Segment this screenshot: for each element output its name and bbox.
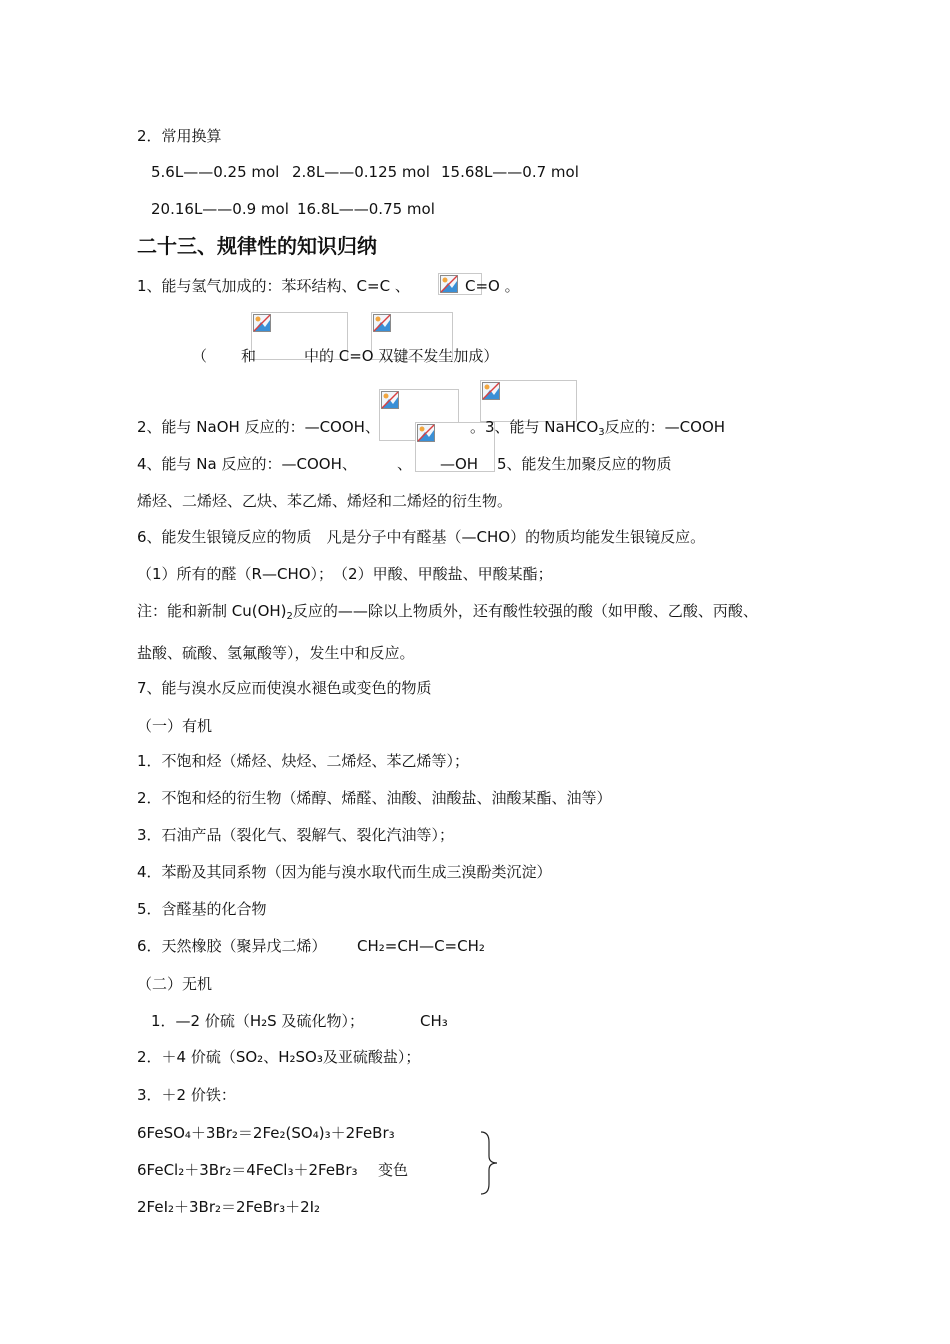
broken-image-placeholder: [480, 380, 577, 422]
broken-image-icon: [373, 314, 391, 332]
rule-5-text: 5、能发生加聚反应的物质: [497, 455, 672, 473]
inorganic-heading: （二）无机: [137, 975, 213, 993]
methyl-label: CH₃: [420, 1012, 448, 1030]
conversion-3: 15.68L——0.7 mol: [441, 163, 579, 181]
broken-image-icon: [417, 424, 435, 442]
organic-item-5: 5．含醛基的化合物: [137, 900, 267, 918]
rule-6-items: （1）所有的醛（R—CHO）； （2）甲酸、甲酸盐、甲酸某酯；: [137, 565, 553, 583]
conversion-2: 2.8L——0.125 mol: [292, 163, 430, 181]
inorganic-item-3: 3．＋2 价铁：: [137, 1086, 236, 1104]
rule-4-sep: 、: [397, 455, 413, 473]
organic-item-4: 4．苯酚及其同系物（因为能与溴水取代而生成三溴酚类沉淀）: [137, 863, 552, 881]
rule-5-list: 烯烃、二烯烃、乙炔、苯乙烯、烯烃和二烯烃的衍生物。: [137, 492, 513, 510]
conversion-5: 16.8L——0.75 mol: [297, 200, 435, 218]
broken-image-icon: [482, 382, 500, 400]
rule-4-text: 4、能与 Na 反应的：—COOH、: [137, 455, 357, 473]
conversion-4: 20.16L——0.9 mol: [151, 200, 289, 218]
item-common-conversion: 2．常用换算: [137, 127, 222, 145]
organic-heading: （一）有机: [137, 717, 213, 735]
isoprene-formula: CH₂=CH—C=CH₂: [357, 937, 485, 955]
rule-1-text: 1、能与氢气加成的：苯环结构、C=C 、: [137, 277, 410, 295]
inorganic-item-1: 1．—2 价硫（H₂S 及硫化物）；: [151, 1012, 364, 1030]
note-open-paren: （: [192, 347, 208, 365]
rule-2-text: 2、能与 NaOH 反应的：—COOH、: [137, 418, 380, 436]
inorganic-item-2: 2．＋4 价硫（SO₂、H₂SO₃及亚硫酸盐）；: [137, 1048, 421, 1066]
organic-item-3: 3．石油产品（裂化气、裂解气、裂化汽油等）；: [137, 826, 455, 844]
broken-image-icon: [381, 391, 399, 409]
equation-2: 6FeCl₂＋3Br₂＝4FeCl₃＋2FeBr₃: [137, 1161, 358, 1179]
rule-6-note: 注：能和新制 $Cu(OH)_2$反应的——除以上物质外，还有酸性较强的酸（如甲酸、乙酸、丙酸、: [137, 602, 758, 622]
broken-image-icon: [440, 275, 458, 293]
rule-3-text: 。3、能与 NaHCO$_3$反应的：—COOH: [470, 418, 726, 438]
organic-item-6: 6．天然橡胶（聚异戊二烯）: [137, 937, 327, 955]
rule-7-text: 7、能与溴水反应而使溴水褪色或变色的物质: [137, 679, 432, 697]
broken-image-icon: [253, 314, 271, 332]
organic-item-1: 1．不饱和烃（烯烃、炔烃、二烯烃、苯乙烯等）；: [137, 752, 470, 770]
right-brace: [478, 1130, 500, 1196]
note-text: 中的 C=O 双键不发生加成）: [304, 347, 499, 365]
note-and: 和: [241, 347, 257, 365]
rule-6-text: 6、能发生银镜反应的物质 凡是分子中有醛基（—CHO）的物质均能发生银镜反应。: [137, 528, 706, 546]
section-heading: 二十三、规律性的知识归纳: [137, 234, 377, 258]
conversion-1: 5.6L——0.25 mol: [151, 163, 280, 181]
equation-1: 6FeSO₄＋3Br₂＝2Fe₂(SO₄)₃＋2FeBr₃: [137, 1124, 395, 1142]
rule-4-oh: —OH: [440, 455, 479, 473]
rule-6-note-cont: 盐酸、硫酸、氢氟酸等），发生中和反应。: [137, 644, 415, 662]
rule-1-co: C=O 。: [465, 277, 520, 295]
color-change-label: 变色: [378, 1161, 409, 1179]
organic-item-2: 2．不饱和烃的衍生物（烯醇、烯醛、油酸、油酸盐、油酸某酯、油等）: [137, 789, 612, 807]
equation-3: 2FeI₂＋3Br₂＝2FeBr₃＋2I₂: [137, 1198, 321, 1216]
